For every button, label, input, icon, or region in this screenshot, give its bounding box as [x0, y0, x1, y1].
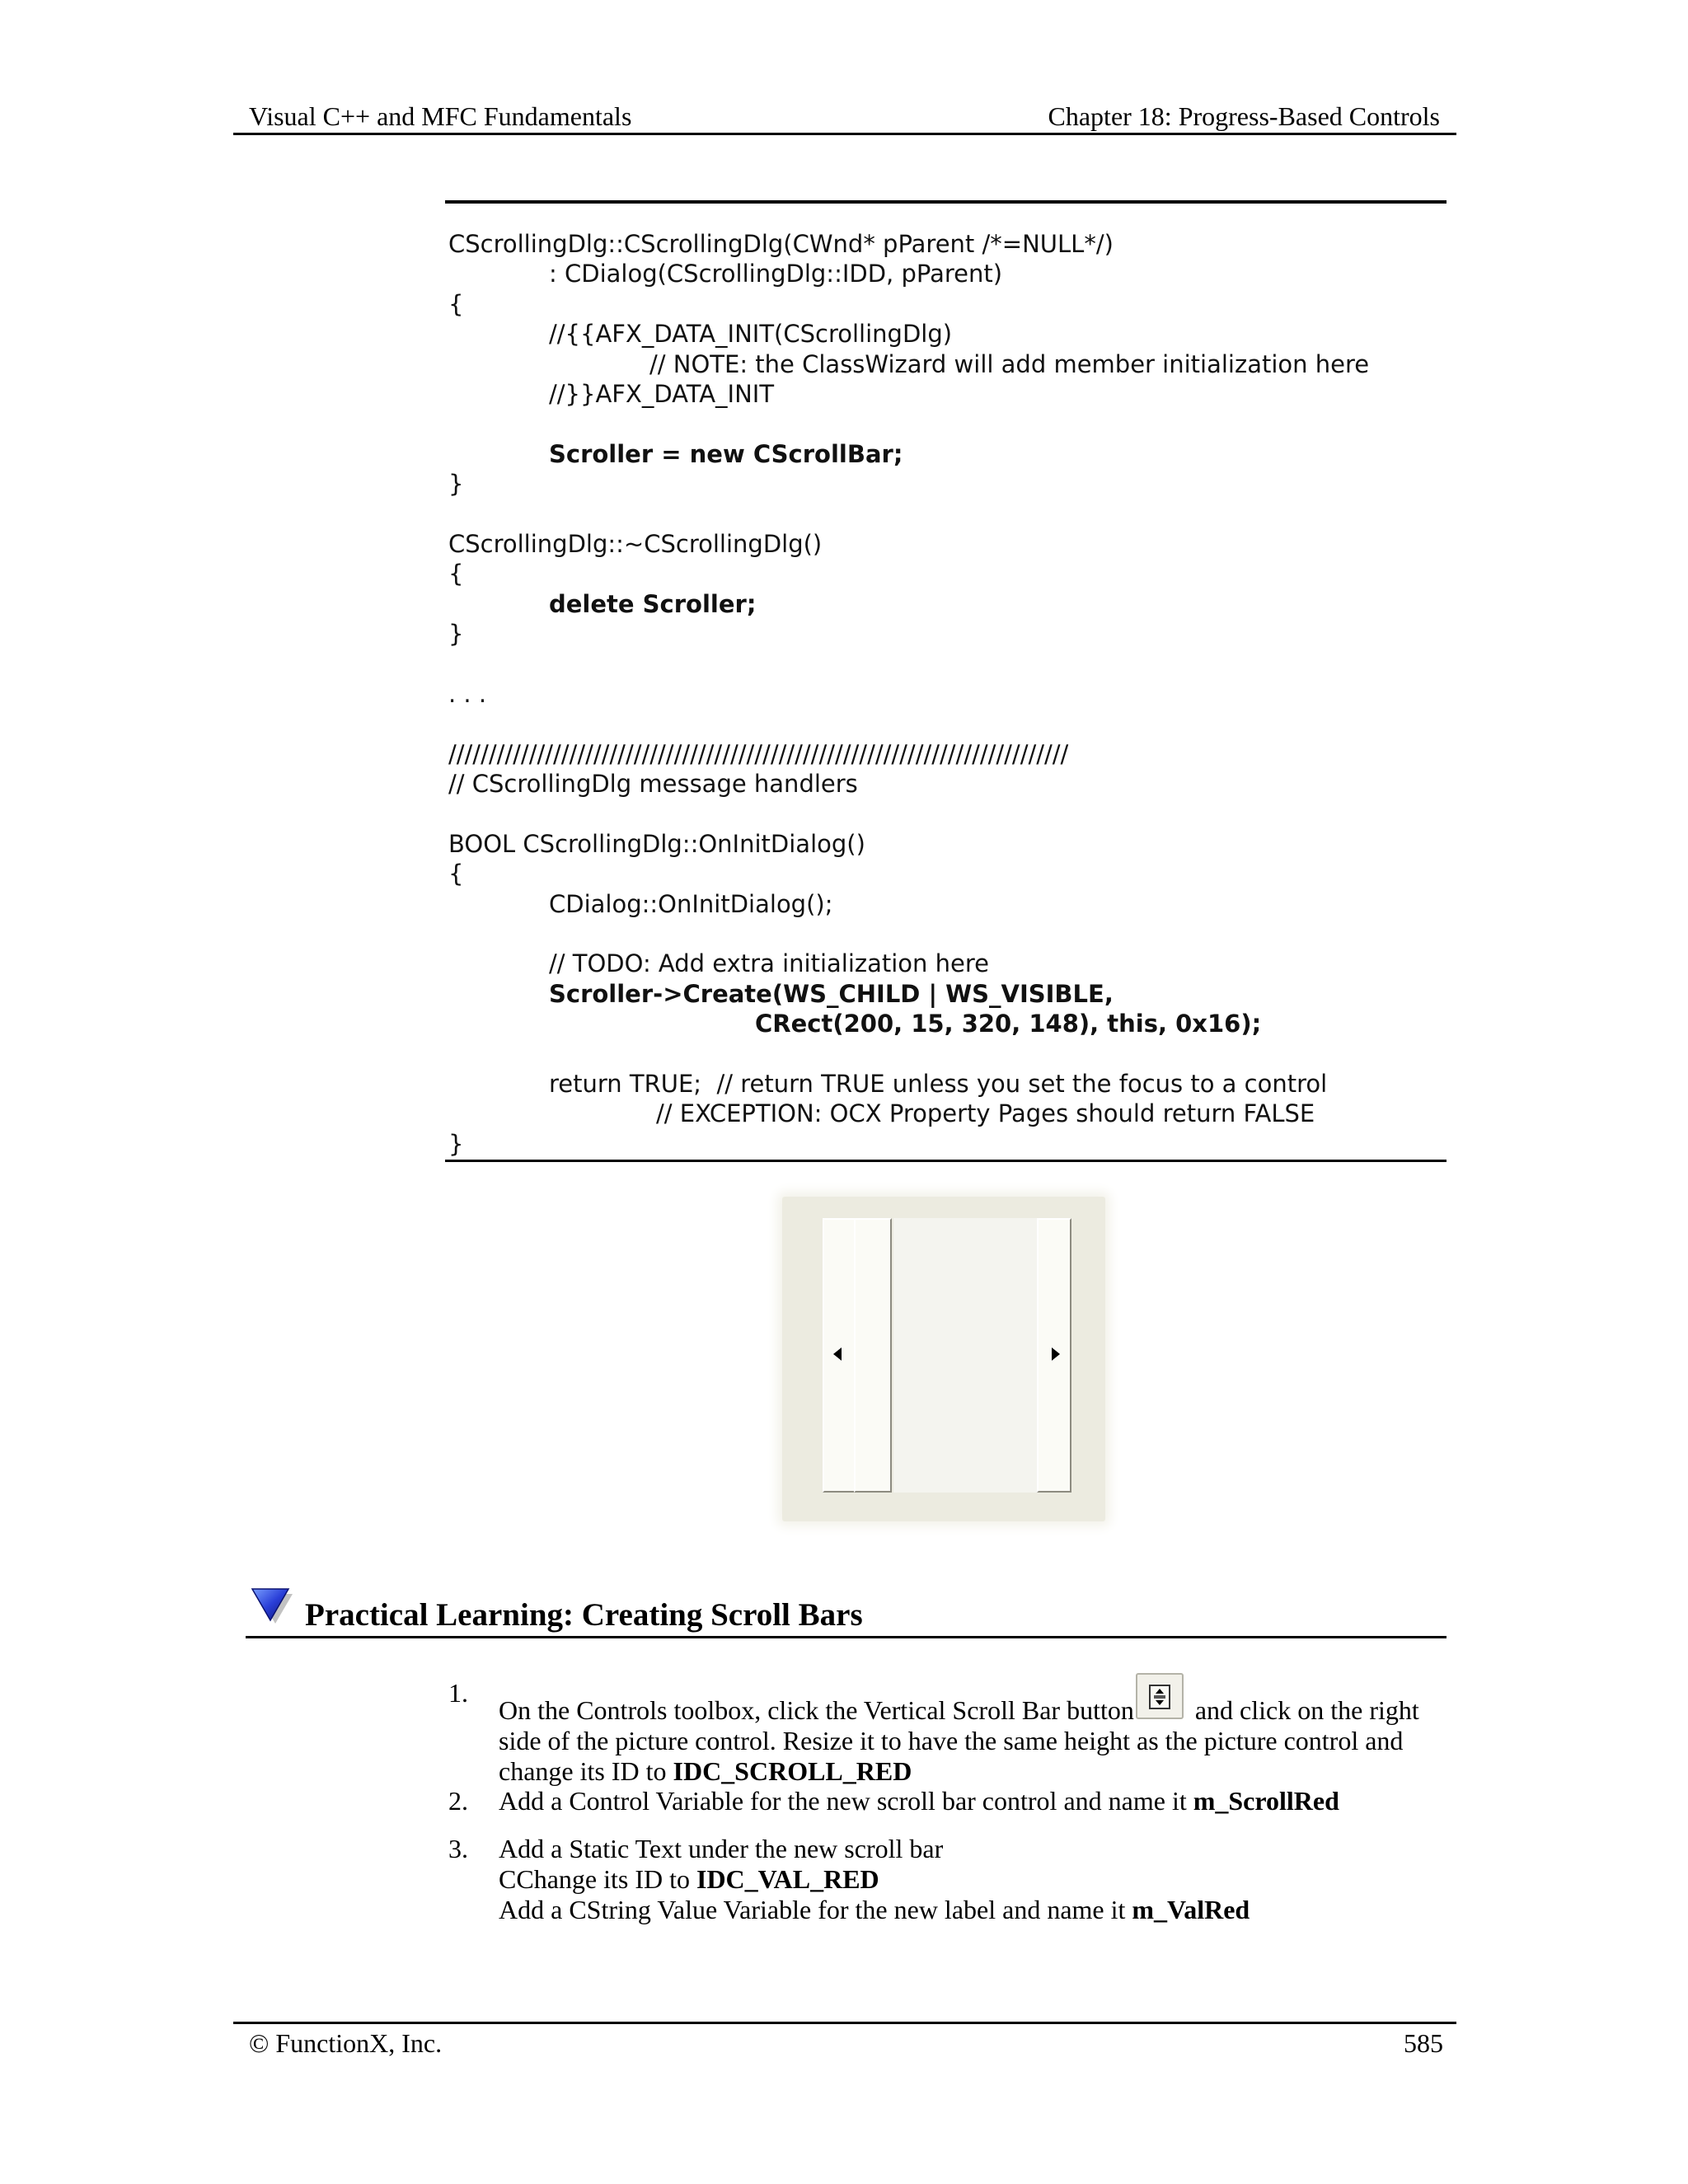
code-line: Scroller->Create(WS_CHILD | WS_VISIBLE, [549, 979, 1114, 1008]
code-line: CRect(200, 15, 320, 148), this, 0x16); [755, 1010, 1262, 1038]
left-arrow-icon [833, 1347, 842, 1361]
code-line: //{{AFX_DATA_INIT(CScrollingDlg) [549, 320, 953, 349]
code-line: . . . [448, 679, 487, 708]
code-line: { [448, 289, 464, 318]
code-line [448, 649, 1437, 678]
code-line [448, 709, 1437, 738]
code-line: CScrollingDlg::CScrollingDlg(CWnd* pParent /*=NULL*/) [448, 230, 1114, 258]
footer-copyright: © FunctionX, Inc. [249, 2028, 443, 2058]
running-header-book-title: Visual C++ and MFC Fundamentals [249, 101, 632, 131]
header-rule [233, 133, 1456, 135]
code-line: } [448, 470, 464, 499]
page-number: 585 [1404, 2028, 1443, 2058]
code-line: CDialog::OnInitDialog(); [549, 889, 833, 918]
code-line: ///////////////////////////////////////////////////////////////////////////// [448, 739, 1069, 768]
code-line [448, 799, 1437, 828]
code-line: { [448, 860, 464, 888]
code-top-rule [445, 200, 1447, 204]
code-line [448, 409, 1437, 438]
right-arrow-icon [1052, 1347, 1060, 1361]
code-line [448, 1039, 1437, 1069]
code-line: CScrollingDlg::~CScrollingDlg() [448, 529, 823, 558]
code-line: // NOTE: the ClassWizard will add member initialization here [649, 349, 1370, 378]
step-number: 1. [448, 1678, 468, 1708]
section-heading: Practical Learning: Creating Scroll Bars [305, 1597, 863, 1633]
step-2-text: Add a Control Variable for the new scroll bar control and name it m_ScrollRed [499, 1786, 1339, 1816]
code-line: } [448, 1129, 464, 1158]
code-line: delete Scroller; [549, 589, 757, 618]
horizontal-scroll-bar-thumb[interactable] [854, 1218, 892, 1493]
code-line: BOOL CScrollingDlg::OnInitDialog() [448, 829, 865, 858]
code-line: return TRUE; // return TRUE unless you set the focus to a control [549, 1069, 1328, 1098]
step-number: 2. [448, 1786, 468, 1816]
code-line [448, 919, 1437, 949]
code-line: Scroller = new CScrollBar; [549, 439, 903, 468]
step-1-text: On the Controls toolbox, click the Vertical Scroll Bar button and click on the right side of the picture control. Resize it to have the same height as the picture control and change its ID to IDC_SCROLL_RED [499, 1678, 1430, 1787]
step-3-text: Add a Static Text under the new scroll bar CChange its ID to IDC_VAL_RED Add a CString Value Variable for the new label and name it m_ValRed [499, 1834, 1250, 1924]
code-line: : CDialog(CScrollingDlg::IDD, pParent) [549, 260, 1003, 288]
dialog-client-area [893, 1218, 1037, 1493]
code-line: // EXCEPTION: OCX Property Pages should return FALSE [656, 1099, 1315, 1128]
step-number: 3. [448, 1834, 468, 1863]
code-listing [448, 229, 1437, 1159]
code-line: } [448, 620, 464, 649]
vertical-scroll-bar-tool-icon [1136, 1673, 1184, 1719]
blue-triangle-down-icon [251, 1586, 293, 1624]
code-line: // TODO: Add extra initialization here [549, 949, 989, 978]
code-line [448, 499, 1437, 529]
running-header-chapter-title: Chapter 18: Progress-Based Controls [1048, 101, 1440, 131]
code-line: //}}AFX_DATA_INIT [549, 379, 775, 408]
code-bottom-rule [445, 1160, 1447, 1162]
section-heading-rule [246, 1636, 1447, 1638]
code-line: // CScrollingDlg message handlers [448, 770, 858, 799]
footer-rule [233, 2022, 1456, 2024]
code-line: { [448, 560, 464, 588]
